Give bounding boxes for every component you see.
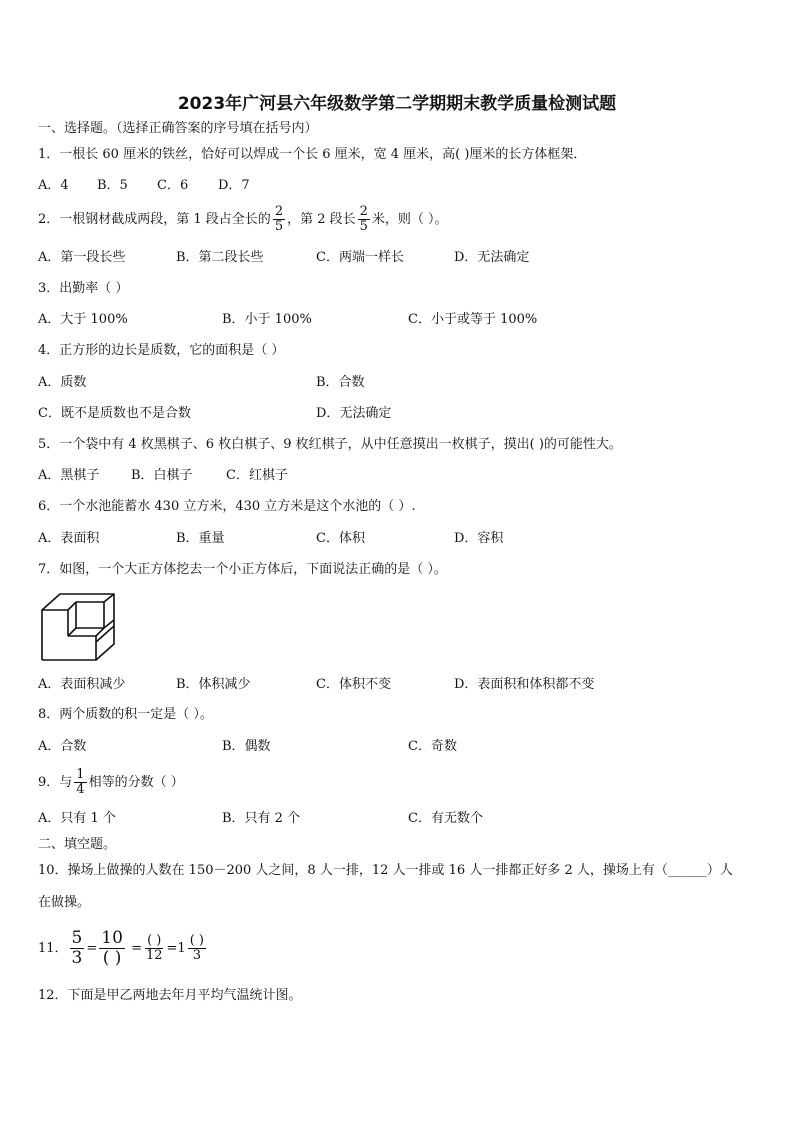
q1-option-b: B．5 xyxy=(97,178,128,193)
cube-with-notch-figure xyxy=(40,592,118,662)
q4-option-a: A．质数 xyxy=(38,375,87,390)
section-heading-choice: 一、选择题。（选择正确答案的序号填在括号内） xyxy=(38,121,318,136)
q2-text-start: 2．一根钢材截成两段，第 1 段占全长的 xyxy=(38,212,271,227)
page-title: 2023年广河县六年级数学第二学期期末教学质量检测试题 xyxy=(177,94,617,114)
q11-fraction-d xyxy=(188,934,206,963)
q7-option-b: B．体积减少 xyxy=(176,677,251,692)
q6-option-a: A．表面积 xyxy=(38,531,100,546)
q3-option-b: B．小于 100% xyxy=(222,312,312,327)
q3-option-c: C．小于或等于 100% xyxy=(408,312,538,327)
question-12: 12．下面是甲乙两地去年月平均气温统计图。 xyxy=(38,988,302,1003)
question-5: 5．一个袋中有 4 枚黑棋子、6 枚白棋子、9 枚红棋子，从中任意摸出一枚棋子，摸出( )的可能性大。 xyxy=(38,437,622,452)
question-6: 6．一个水池能蓄水 430 立方米，430 立方米是这个水池的（ ）. xyxy=(38,499,416,514)
q2-fraction-1-denominator: 5 xyxy=(274,219,284,234)
q7-option-a: A．表面积减少 xyxy=(38,677,126,692)
q11-label: 11． xyxy=(38,941,68,956)
q6-option-c: C．体积 xyxy=(316,531,365,546)
q11-equals-2: = xyxy=(131,941,142,956)
question-7: 7．如图，一个大正方体挖去一个小正方体后，下面说法正确的是（ ）。 xyxy=(38,562,447,577)
q11-fraction-d-denominator: 3 xyxy=(192,948,201,963)
q9-option-c: C．有无数个 xyxy=(408,811,483,826)
q11-fraction-c-denominator: 12 xyxy=(145,948,163,963)
q5-option-c: C．红棋子 xyxy=(226,468,288,483)
question-3: 3．出勤率（ ） xyxy=(38,281,129,296)
q8-option-a: A．合数 xyxy=(38,739,87,754)
question-4: 4．正方形的边长是质数，它的面积是（ ） xyxy=(38,343,285,358)
question-9 xyxy=(38,767,184,799)
question-1: 1．一根长 60 厘米的铁丝，恰好可以焊成一个长 6 厘米，宽 4 厘米，高( )厘米的长方体框架． xyxy=(38,147,587,162)
q11-fraction-c xyxy=(144,934,165,963)
q1-option-a: A．4 xyxy=(38,178,69,193)
q6-option-d: D．容积 xyxy=(454,531,504,546)
q8-option-b: B．偶数 xyxy=(222,739,271,754)
q2-option-b: B．第二段长些 xyxy=(176,250,264,265)
q2-fraction-2 xyxy=(358,205,370,234)
q2-option-c: C．两端一样长 xyxy=(316,250,404,265)
q6-option-b: B．重量 xyxy=(176,531,225,546)
q5-option-b: B．白棋子 xyxy=(131,468,193,483)
question-11 xyxy=(38,928,208,970)
q4-option-c: C．既不是质数也不是合数 xyxy=(38,406,191,421)
q5-option-a: A．黑棋子 xyxy=(38,468,100,483)
q1-option-c: C．6 xyxy=(157,178,189,193)
q9-option-b: B．只有 2 个 xyxy=(222,811,301,826)
q9-text-start: 9．与 xyxy=(38,775,73,790)
q7-option-c: C．体积不变 xyxy=(316,677,391,692)
question-10-line-1: 10．操场上做操的人数在 150－200 人之间，8 人一排，12 人一排或 16 人一排都正好多 2 人，操场上有（______）人 xyxy=(38,863,733,878)
question-2 xyxy=(38,204,448,236)
q2-fraction-2-denominator: 5 xyxy=(359,219,368,234)
q11-fraction-b-denominator: ( ) xyxy=(102,948,122,968)
q4-option-d: D．无法确定 xyxy=(316,406,392,421)
q2-fraction-2-numerator: 2 xyxy=(359,204,368,219)
q11-fraction-a-denominator: 3 xyxy=(71,948,83,968)
q11-equals-3: = xyxy=(166,941,178,956)
q11-equals-1: = xyxy=(86,941,98,956)
q11-fraction-d-numerator: ( ) xyxy=(189,933,204,948)
q11-fraction-c-numerator: ( ) xyxy=(147,933,162,948)
q9-fraction-numerator: 1 xyxy=(76,767,85,782)
q11-fraction-b xyxy=(99,929,125,968)
q2-option-d: D．无法确定 xyxy=(454,250,530,265)
q2-text-mid: ，第 2 段长 xyxy=(287,212,356,227)
q9-fraction xyxy=(74,768,86,797)
q2-fraction-1-numerator: 2 xyxy=(274,204,284,219)
q8-option-c: C．奇数 xyxy=(408,739,457,754)
q9-option-a: A．只有 1 个 xyxy=(38,811,116,826)
q11-fraction-a xyxy=(70,929,85,968)
q2-fraction-1 xyxy=(273,205,285,234)
q9-fraction-denominator: 4 xyxy=(76,782,85,797)
q9-text-end: 相等的分数（ ） xyxy=(88,775,184,790)
q1-option-d: D．7 xyxy=(218,178,250,193)
q7-option-d: D．表面积和体积都不变 xyxy=(454,677,595,692)
section-heading-fill: 二、填空题。 xyxy=(38,837,117,852)
q11-whole-number: 1 xyxy=(177,941,186,956)
q2-text-end: 米，则（ ）。 xyxy=(371,212,448,227)
q3-option-a: A．大于 100% xyxy=(38,312,128,327)
q2-option-a: A．第一段长些 xyxy=(38,250,126,265)
q11-fraction-b-numerator: 10 xyxy=(101,928,123,948)
q4-option-b: B．合数 xyxy=(316,375,365,390)
question-10-line-2: 在做操。 xyxy=(38,895,91,910)
question-8: 8．两个质数的积一定是（ ）。 xyxy=(38,707,213,722)
q11-fraction-a-numerator: 5 xyxy=(71,928,83,948)
